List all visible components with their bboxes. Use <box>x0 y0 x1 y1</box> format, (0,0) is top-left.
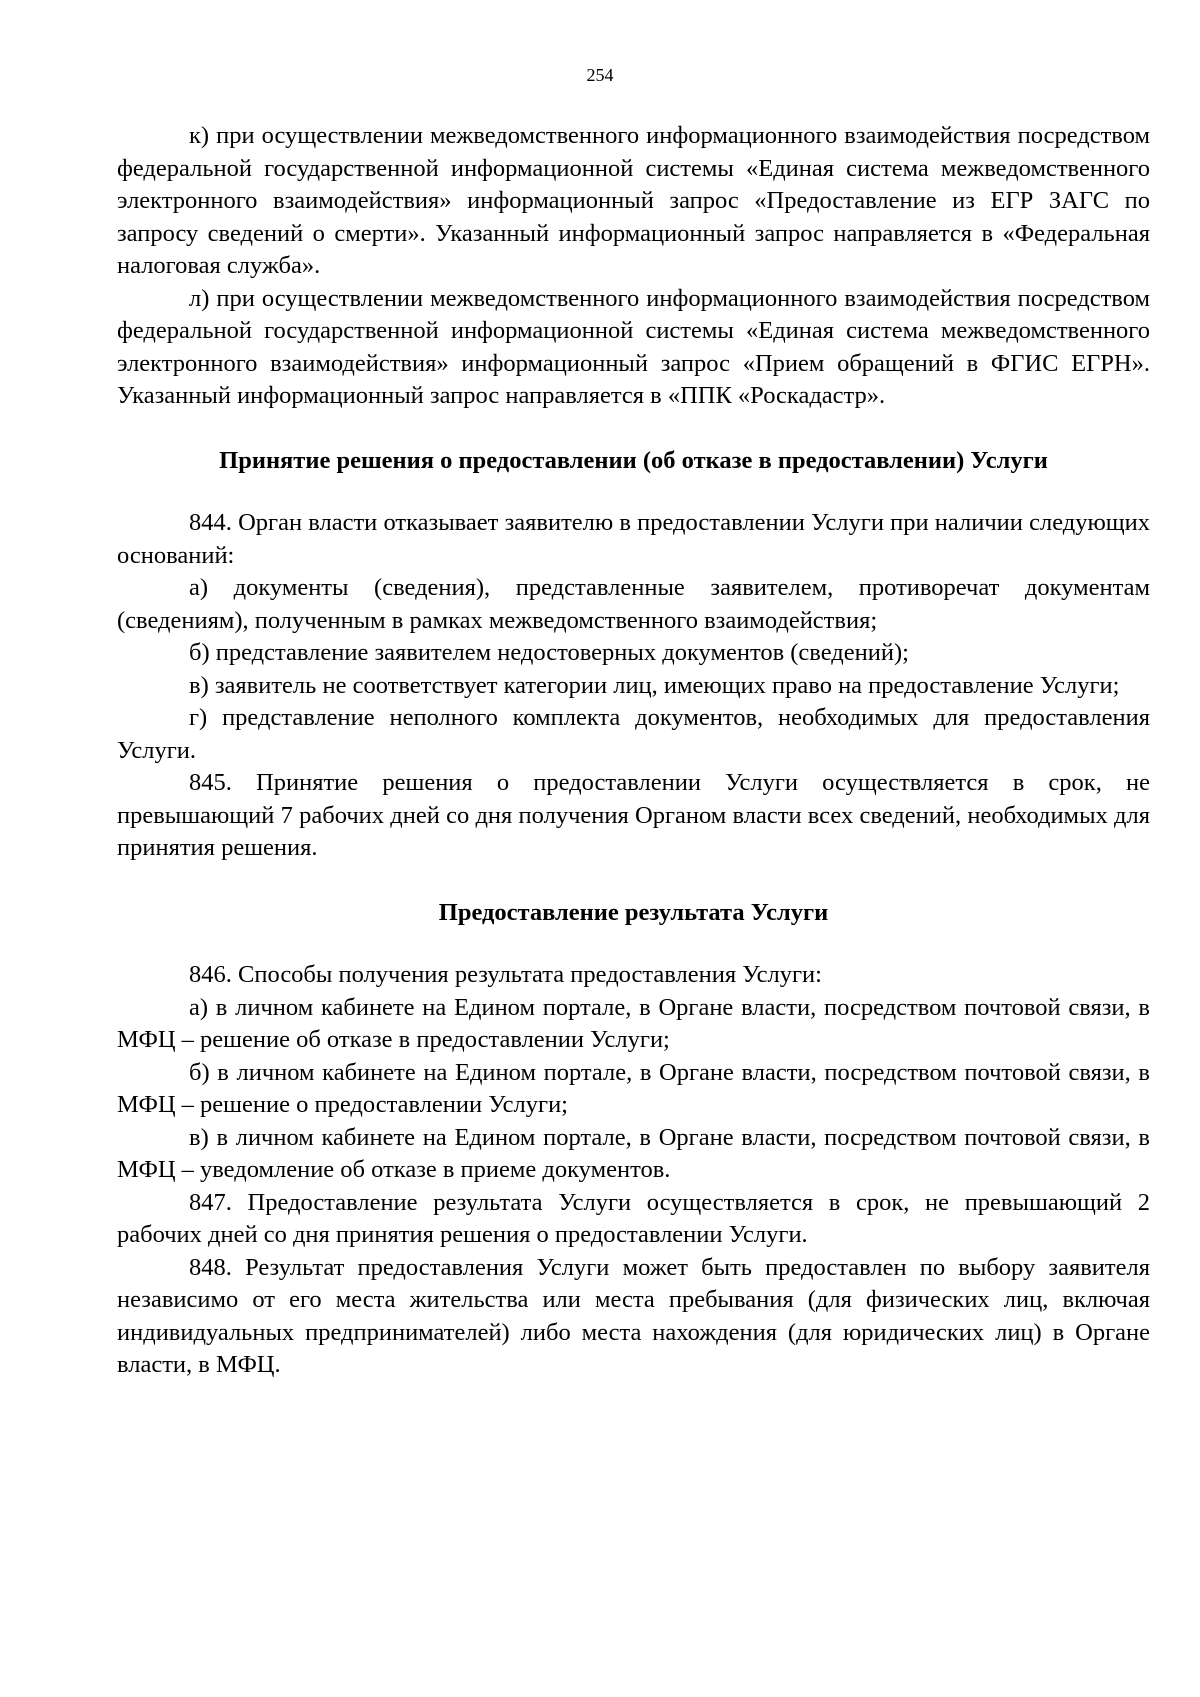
section-heading-result: Предоставление результата Услуги <box>438 898 829 926</box>
page-number: 254 <box>586 65 614 85</box>
paragraph-844: 844. Орган власти отказывает заявителю в предоставлении Услуги при наличии следующих оснований: <box>117 509 1150 569</box>
paragraph-844-a: а) документы (сведения), представленные заявителем, противоречат документам (сведениям), полученным в рамках межведомственного взаимодействия; <box>117 574 1150 634</box>
paragraph-847: 847. Предоставление результата Услуги осуществляется в срок, не превышающий 2 рабочих дней со дня принятия решения о предоставлении Услуги. <box>117 1188 1150 1248</box>
paragraph-846: 846. Способы получения результата предоставления Услуги: <box>189 961 822 988</box>
document-body <box>117 120 1150 1382</box>
paragraph-l: л) при осуществлении межведомственного информационного взаимодействия посредством федеральной государственной информационной системы «Единая система межведомственного электронного взаимодействия» информационный запрос «Прием обращений в ФГИС ЕГРН». Указанный информационный запрос направляется в «ППК «Роскадастр». <box>117 284 1150 409</box>
section-heading-decision: Принятие решения о предоставлении (об отказе в предоставлении) Услуги <box>219 446 1048 474</box>
paragraph-848: 848. Результат предоставления Услуги может быть предоставлен по выбору заявителя независимо от его места жительства или места пребывания (для физических лиц, включая индивидуальных предпринимателей) либо места нахождения (для юридических лиц) в Органе власти, в МФЦ. <box>117 1253 1150 1378</box>
paragraph-846-v: в) в личном кабинете на Едином портале, в Органе власти, посредством почтовой связи, в МФЦ – уведомление об отказе в приеме документов. <box>117 1123 1150 1183</box>
paragraph-844-b: б) представление заявителем недостоверных документов (сведений); <box>189 639 909 666</box>
paragraph-845: 845. Принятие решения о предоставлении Услуги осуществляется в срок, не превышающий 7 рабочих дней со дня получения Органом власти всех сведений, необходимых для принятия решения. <box>117 769 1150 861</box>
paragraph-846-b: б) в личном кабинете на Едином портале, в Органе власти, посредством почтовой связи, в МФЦ – решение о предоставлении Услуги; <box>117 1058 1150 1118</box>
paragraph-844-v: в) заявитель не соответствует категории лиц, имеющих право на предоставление Услуги; <box>189 671 1120 699</box>
paragraph-846-a: а) в личном кабинете на Едином портале, в Органе власти, посредством почтовой связи, в МФЦ – решение об отказе в предоставлении Услуги; <box>117 993 1150 1053</box>
paragraph-k: к) при осуществлении межведомственного информационного взаимодействия посредством федеральной государственной информационной системы «Единая система межведомственного электронного взаимодействия» информационный запрос «Предоставление из ЕГР ЗАГС по запросу сведений о смерти». Указанный информационный запрос направляется в «Федеральная налоговая служба». <box>117 122 1150 279</box>
paragraph-844-g: г) представление неполного комплекта документов, необходимых для предоставления Услуги. <box>117 704 1150 764</box>
